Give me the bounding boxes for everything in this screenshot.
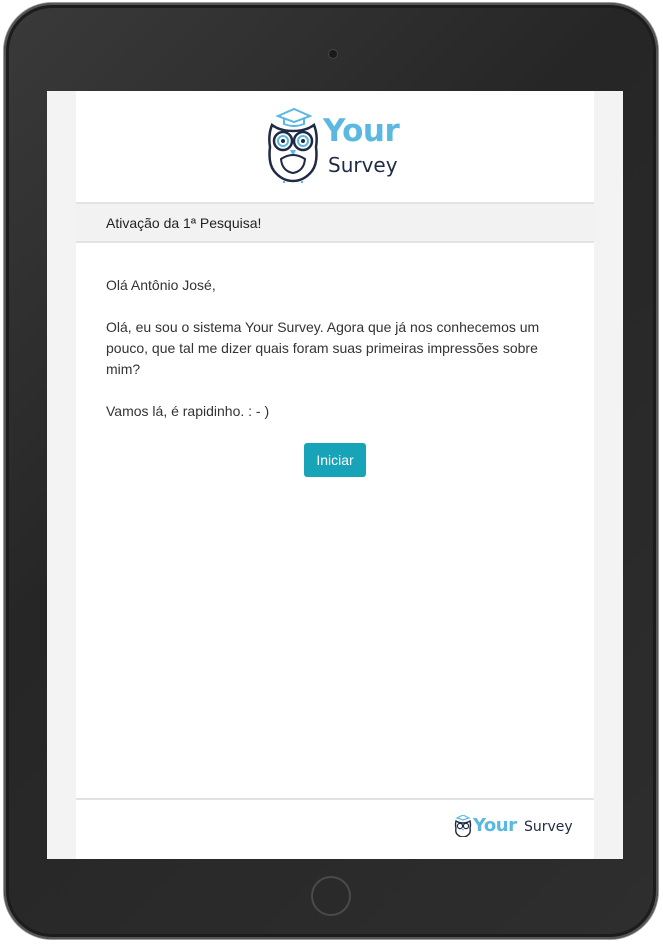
email-subject	[76, 204, 594, 243]
owl-graduation-cap-icon	[264, 107, 322, 183]
logo-your-text: Your	[323, 113, 400, 149]
email-header	[76, 91, 594, 204]
footer-logo-your-text: Your	[473, 815, 517, 836]
footer-logo-survey-text: Survey	[524, 819, 573, 835]
email-body	[76, 243, 594, 477]
camera-icon	[328, 49, 338, 59]
greeting-text: Olá Antônio José,	[106, 277, 216, 293]
tablet-screen	[47, 91, 623, 859]
email-container	[76, 91, 594, 859]
logo-survey-text: Survey	[328, 153, 398, 177]
body-paragraph: Olá, eu sou o sistema Your Survey. Agora que já nos conhecemos um pouco, que tal me dizer quais foram suas primeiras impressões sobre mim?	[106, 319, 540, 377]
cta-container	[106, 443, 564, 477]
tablet-device-frame	[4, 3, 658, 939]
email-subject-text: Ativação da 1ª Pesquisa!	[106, 214, 262, 231]
owl-icon	[454, 815, 472, 837]
closing-text: Vamos lá, é rapidinho. : - )	[106, 403, 270, 419]
home-button[interactable]	[311, 876, 351, 916]
start-survey-button[interactable]: Iniciar	[304, 443, 365, 477]
email-footer	[76, 798, 594, 859]
